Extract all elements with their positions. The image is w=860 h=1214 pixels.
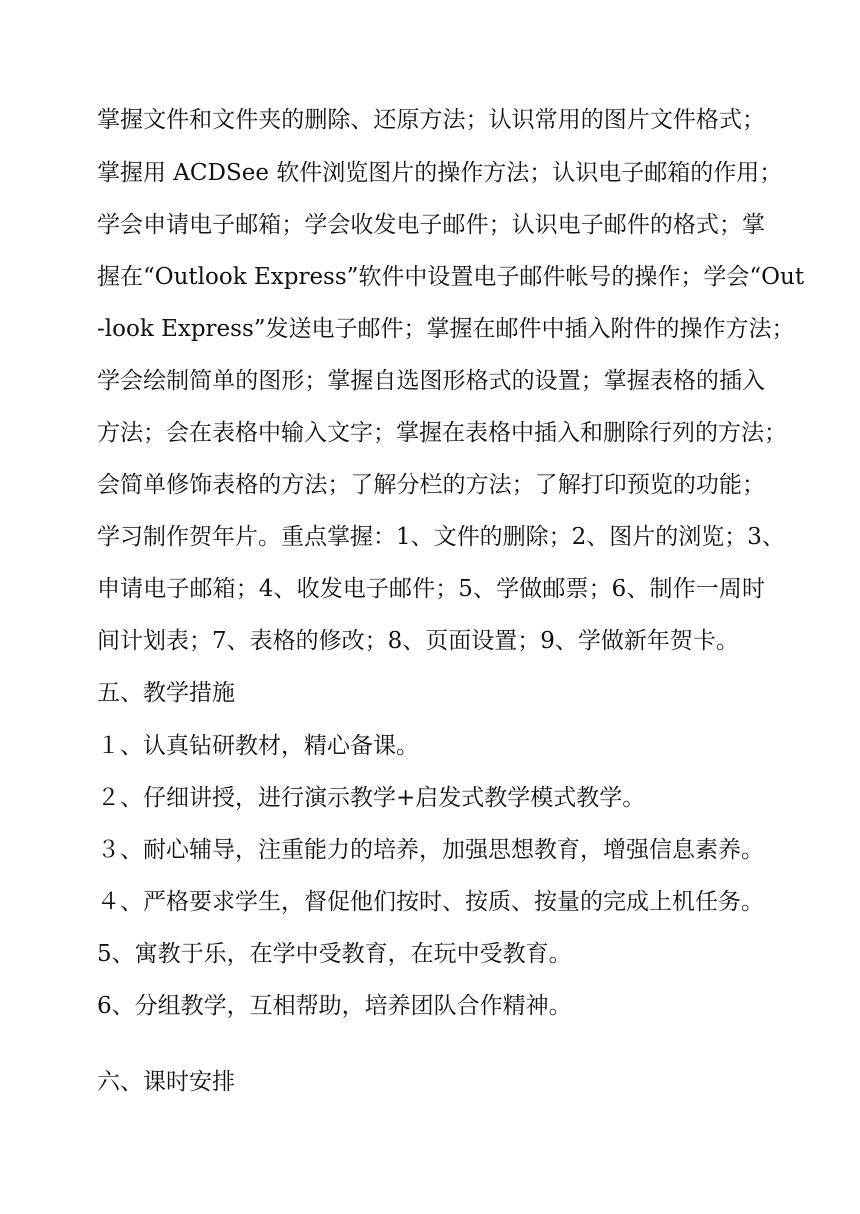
measure-item-2: ２、仔细讲授，进行演示教学+启发式教学模式教学。 <box>97 785 646 811</box>
measure-item-5: 5、寓教于乐，在学中受教育，在玩中受教育。 <box>97 941 572 967</box>
paragraph-line: 方法；会在表格中输入文字；掌握在表格中插入和删除行列的方法； <box>97 420 787 446</box>
paragraph-line: 学会绘制简单的图形；掌握自选图形格式的设置；掌握表格的插入 <box>97 368 765 394</box>
section-heading-teaching-measures: 五、教学措施 <box>97 680 235 706</box>
paragraph-line: 会简单修饰表格的方法；了解分栏的方法；了解打印预览的功能； <box>97 472 765 498</box>
measure-item-3: ３、耐心辅导，注重能力的培养，加强思想教育，增强信息素养。 <box>97 837 764 863</box>
measure-item-4: ４、严格要求学生，督促他们按时、按质、按量的完成上机任务。 <box>97 889 764 915</box>
section-heading-class-schedule: 六、课时安排 <box>97 1069 235 1095</box>
measure-item-1: １、认真钻研教材，精心备课。 <box>97 733 419 759</box>
paragraph-line: -look Express”发送电子邮件；掌握在邮件中插入附件的操作方法； <box>97 316 795 342</box>
paragraph-line: 学会申请电子邮箱；学会收发电子邮件；认识电子邮件的格式；掌 <box>97 212 765 238</box>
paragraph-line: 掌握用 ACDSee 软件浏览图片的操作方法；认识电子邮箱的作用； <box>97 160 783 186</box>
paragraph-line: 掌握文件和文件夹的删除、还原方法；认识常用的图片文件格式； <box>97 107 765 133</box>
paragraph-line: 申请电子邮箱；4、收发电子邮件；5、学做邮票；6、制作一周时 <box>97 576 765 602</box>
paragraph-line: 学习制作贺年片。重点掌握：1、文件的删除；2、图片的浏览；3、 <box>97 524 785 550</box>
paragraph-line: 间计划表；7、表格的修改；8、页面设置；9、学做新年贺卡。 <box>97 628 739 654</box>
measure-item-6: 6、分组教学，互相帮助，培养团队合作精神。 <box>97 993 572 1019</box>
paragraph-line: 握在“Outlook Express”软件中设置电子邮件帐号的操作；学会“Out <box>97 264 805 290</box>
